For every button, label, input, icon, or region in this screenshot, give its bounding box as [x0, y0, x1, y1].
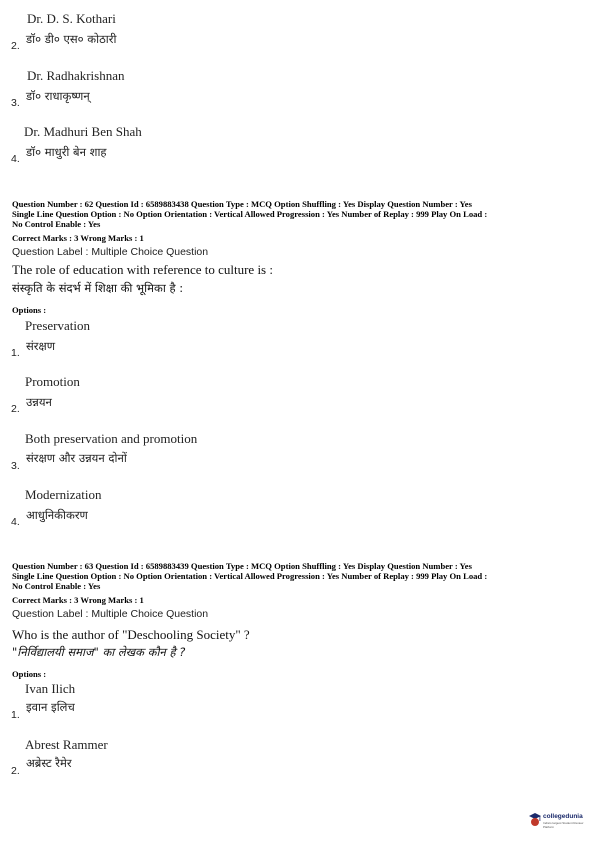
q63-options-label: Options : [12, 669, 47, 679]
q63-meta-line2: Single Line Question Option : No Option Orientation : Vertical Allowed Progression : Yes Number of Replay : 999 Play On Load : [12, 571, 488, 581]
q63-question-text-hi: "निर्विद्यालयी समाज" का लेखक कौन है ? [12, 645, 186, 659]
q62-option-2-en: Promotion [25, 374, 80, 389]
q62-option-1-number: 1. [11, 347, 20, 359]
q62-option-2-hi: उन्नयन [26, 395, 52, 409]
q62-option-3-number: 3. [11, 460, 20, 472]
q62-option-4-hi: आधुनिकीकरण [26, 508, 88, 522]
prev-option-3-en: Dr. Radhakrishnan [27, 68, 125, 83]
q62-question-label: Question Label : Multiple Choice Question [12, 246, 209, 258]
q63-question-label: Question Label : Multiple Choice Question [12, 608, 209, 620]
q62-option-3-hi: संरक्षण और उन्नयन दोनों [26, 451, 127, 465]
q63-option-2-en: Abrest Rammer [25, 737, 108, 752]
collegedunia-logo [528, 812, 590, 830]
q62-option-4-number: 4. [11, 516, 20, 528]
prev-option-2-number: 2. [11, 40, 20, 52]
q62-option-3-en: Both preservation and promotion [25, 431, 198, 446]
q63-option-2-hi: अब्रेस्ट रैमेर [26, 756, 72, 770]
q62-question-text-en: The role of education with reference to culture is : [12, 262, 273, 277]
q63-option-2-number: 2. [11, 765, 20, 777]
prev-option-2-hi: डॉ० डी० एस० कोठारी [26, 32, 117, 46]
q63-question-text-en: Who is the author of "Deschooling Society" ? [12, 627, 250, 642]
q62-meta-line1: Question Number : 62 Question Id : 6589883438 Question Type : MCQ Option Shuffling : Yes Display Question Number : Yes [12, 199, 472, 209]
q63-meta-line1: Question Number : 63 Question Id : 6589883439 Question Type : MCQ Option Shuffling : Yes Display Question Number : Yes [12, 561, 472, 571]
q63-marks: Correct Marks : 3 Wrong Marks : 1 [12, 595, 144, 605]
q62-option-1-hi: संरक्षण [26, 339, 56, 353]
q62-option-2-number: 2. [11, 403, 20, 415]
prev-option-4-hi: डॉ० माधुरी बेन शाह [26, 145, 107, 159]
q63-option-1-number: 1. [11, 709, 20, 721]
q63-option-1-en: Ivan Ilich [25, 681, 76, 696]
prev-option-3-hi: डॉ० राधाकृष्णन् [26, 89, 90, 103]
graduation-cap-icon [528, 812, 542, 828]
prev-option-1-en: Dr. D. S. Kothari [27, 11, 116, 26]
q62-meta-line2: Single Line Question Option : No Option Orientation : Vertical Allowed Progression : Yes Number of Replay : 999 Play On Load : [12, 209, 488, 219]
logo-tagline: India's largest Student Review Platform [543, 821, 584, 829]
q62-marks: Correct Marks : 3 Wrong Marks : 1 [12, 233, 144, 243]
prev-option-4-en: Dr. Madhuri Ben Shah [24, 124, 142, 139]
q63-option-1-hi: इवान इलिच [26, 700, 75, 714]
q62-option-4-en: Modernization [25, 487, 102, 502]
prev-option-3-number: 3. [11, 97, 20, 109]
prev-option-4-number: 4. [11, 153, 20, 165]
q62-meta-line3: No Control Enable : Yes [12, 219, 101, 229]
q63-meta-line3: No Control Enable : Yes [12, 581, 101, 591]
q62-question-text-hi: संस्कृति के संदर्भ में शिक्षा की भूमिका है : [12, 281, 184, 295]
q62-option-1-en: Preservation [25, 318, 90, 333]
q62-options-label: Options : [12, 305, 47, 315]
logo-name: collegedunia [543, 813, 583, 820]
